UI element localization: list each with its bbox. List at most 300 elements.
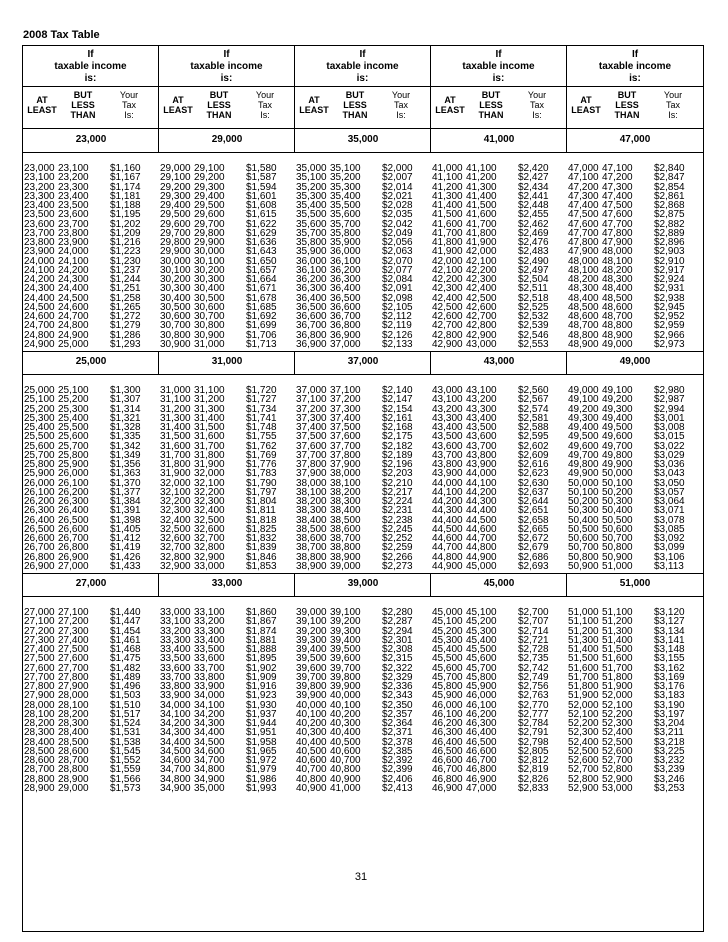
at-least-value: 26,600 — [24, 533, 55, 544]
tax-value: $2,511 — [518, 283, 548, 295]
tax-value: $2,049 — [382, 227, 413, 239]
less-than-value: 52,200 — [602, 708, 633, 720]
tax-value: $3,015 — [654, 431, 685, 443]
less-than-value: 27,700 — [58, 662, 89, 674]
tax-value: $1,832 — [246, 533, 277, 544]
at-least-value: 31,300 — [160, 412, 191, 424]
less-than-value: 30,300 — [194, 274, 225, 285]
less-than-value: 36,900 — [330, 329, 361, 341]
at-least-value: 26,000 — [24, 477, 55, 489]
less-than-value: 42,100 — [466, 255, 497, 267]
at-least-value: 43,400 — [432, 422, 463, 433]
at-least-value: 38,900 — [296, 560, 327, 572]
tax-value: $1,643 — [246, 246, 277, 258]
tax-value: $2,189 — [382, 449, 413, 461]
at-least-value: 26,500 — [24, 523, 55, 535]
at-least-value: 37,300 — [296, 412, 327, 424]
less-than-value: 44,400 — [466, 505, 497, 517]
at-least-value: 24,600 — [24, 311, 55, 322]
less-than-value: 44,600 — [466, 523, 497, 535]
section-divider — [23, 573, 703, 574]
section-label: 45,000 — [483, 578, 515, 589]
less-than-value: 32,400 — [194, 505, 225, 517]
at-least-value: 28,900 — [24, 782, 55, 794]
if-line: is: — [84, 73, 97, 84]
less-than-value: 36,800 — [330, 320, 361, 332]
less-than-value: 34,300 — [194, 718, 225, 729]
but-less-than-label — [63, 90, 103, 120]
less-than-value: 43,800 — [466, 449, 497, 461]
section-label: 33,000 — [211, 578, 243, 589]
less-than-value: 33,000 — [194, 560, 225, 572]
tax-value: $1,237 — [110, 264, 141, 276]
less-than-value: 37,600 — [330, 431, 361, 443]
at-least-value: 47,000 — [568, 163, 599, 174]
less-than-value: 49,200 — [602, 394, 633, 406]
tax-value: $1,384 — [110, 496, 141, 507]
tax-value: $2,133 — [382, 338, 413, 350]
at-least-value: 48,500 — [568, 301, 599, 313]
less-than-value: 31,900 — [194, 459, 225, 470]
less-than-value: 51,500 — [602, 644, 633, 655]
tax-value: $2,084 — [382, 274, 413, 285]
at-least-value: 32,800 — [160, 551, 191, 563]
at-least-value: 35,300 — [296, 190, 327, 202]
tax-value: $2,595 — [518, 431, 549, 443]
at-least-value: 45,800 — [432, 681, 463, 692]
tax-value: $1,342 — [110, 440, 141, 452]
at-least-value: 43,500 — [432, 431, 463, 443]
less-than-value: 52,900 — [602, 773, 633, 785]
tax-value: $1,790 — [246, 477, 277, 489]
less-than-value: 41,000 — [330, 782, 361, 794]
less-than-value: 42,500 — [466, 292, 497, 304]
tax-value: $2,063 — [382, 246, 413, 258]
tax-value: $1,496 — [110, 681, 141, 692]
your-tax-is-line: Is: — [532, 110, 542, 120]
less-than-value: 39,800 — [330, 671, 361, 683]
tax-value: $2,539 — [518, 320, 549, 332]
at-least-value: 46,800 — [432, 773, 463, 785]
at-least-value: 31,100 — [160, 394, 191, 406]
less-than-value: 42,600 — [466, 301, 497, 313]
at-least-value: 50,500 — [568, 523, 599, 535]
tax-value: $1,426 — [110, 551, 141, 563]
less-than-value: 23,400 — [58, 190, 89, 202]
less-than-value: 42,800 — [466, 320, 497, 332]
at-least-value: 41,000 — [432, 163, 463, 174]
your-tax-is-line: Tax — [529, 100, 544, 110]
less-than-value: 37,700 — [330, 440, 361, 452]
less-than-value: 28,500 — [58, 736, 89, 748]
tax-value: $3,141 — [654, 634, 685, 646]
tax-value: $1,482 — [110, 662, 141, 674]
at-least-value: 51,300 — [568, 634, 599, 646]
less-than-value: 42,900 — [466, 329, 497, 341]
less-than-value: 38,500 — [330, 514, 361, 526]
at-least-value: 33,400 — [160, 644, 191, 655]
tax-value: $1,769 — [246, 449, 277, 461]
at-least-value: 41,500 — [432, 209, 463, 221]
at-least-value: 43,600 — [432, 440, 463, 452]
less-than-value: 26,100 — [58, 477, 89, 489]
less-than-value: 23,100 — [58, 163, 89, 174]
tax-value: $1,685 — [246, 301, 277, 313]
section-label: 41,000 — [483, 134, 515, 145]
at-least-value: 52,600 — [568, 755, 599, 766]
less-than-value: 31,300 — [194, 403, 225, 415]
at-least-value: 45,200 — [432, 625, 463, 637]
tax-value: $3,246 — [654, 773, 685, 785]
at-least-value: 44,000 — [432, 477, 463, 489]
less-than-value: 37,800 — [330, 449, 361, 461]
tax-value: $1,909 — [246, 671, 277, 683]
tax-value: $2,784 — [518, 718, 549, 729]
tax-value: $1,888 — [246, 644, 277, 655]
if-line: taxable income — [326, 61, 399, 72]
less-than-value: 47,300 — [602, 181, 633, 193]
at-least-value: 51,200 — [568, 625, 599, 637]
less-than-value: 32,200 — [194, 486, 225, 498]
less-than-value: 52,100 — [602, 699, 633, 711]
tax-value: $2,217 — [382, 486, 413, 498]
at-least-value: 26,700 — [24, 542, 55, 554]
tax-value: $2,728 — [518, 644, 549, 655]
tax-value: $1,209 — [110, 227, 141, 239]
less-than-value: 47,100 — [602, 163, 633, 174]
less-than-value: 34,000 — [194, 690, 225, 702]
tax-value: $1,902 — [246, 662, 277, 674]
tax-value: $2,560 — [518, 385, 549, 396]
tax-value: $3,148 — [654, 644, 685, 655]
tax-value: $2,070 — [382, 255, 413, 267]
your-tax-is-line: Tax — [393, 100, 408, 110]
less-than-value: 35,200 — [330, 172, 361, 184]
at-least-label — [567, 95, 605, 115]
tax-value: $2,147 — [382, 394, 413, 406]
less-than-value: 23,300 — [58, 181, 89, 193]
at-least-value: 51,800 — [568, 681, 599, 692]
tax-value: $2,546 — [518, 329, 549, 341]
less-than-value: 28,300 — [58, 718, 89, 729]
less-than-value: 43,900 — [466, 459, 497, 470]
tax-value: $2,497 — [518, 264, 549, 276]
at-least-value: 51,700 — [568, 671, 599, 683]
tax-value: $2,581 — [518, 412, 549, 424]
less-than-value: 41,500 — [466, 200, 497, 211]
at-least-value: 29,200 — [160, 181, 191, 193]
less-than-value: 32,800 — [194, 542, 225, 554]
less-than-value: 23,800 — [58, 227, 89, 239]
at-least-value: 28,600 — [24, 755, 55, 766]
less-than-value: 34,800 — [194, 764, 225, 776]
less-than-value: 38,100 — [330, 477, 361, 489]
at-least-value: 46,300 — [432, 727, 463, 739]
at-least-value: 37,200 — [296, 403, 327, 415]
at-least-value: 47,500 — [568, 209, 599, 221]
at-least-value: 35,500 — [296, 209, 327, 221]
tax-value: $2,966 — [654, 329, 685, 341]
tax-value: $2,280 — [382, 607, 413, 618]
less-than-value: 29,700 — [194, 218, 225, 230]
section-label: 35,000 — [347, 134, 379, 145]
tax-value: $2,924 — [654, 274, 685, 285]
tax-value: $1,307 — [110, 394, 141, 406]
at-least-value: 42,500 — [432, 301, 463, 313]
header-rule — [567, 86, 703, 87]
at-least-value: 27,400 — [24, 644, 55, 655]
at-least-value: 31,000 — [160, 385, 191, 396]
tax-value: $2,973 — [654, 338, 685, 350]
less-than-value: 27,600 — [58, 653, 89, 665]
at-least-value: 50,000 — [568, 477, 599, 489]
at-least-value: 36,600 — [296, 311, 327, 322]
less-than-value: 45,600 — [466, 653, 497, 665]
tax-value: $2,336 — [382, 681, 413, 692]
less-than-value: 48,000 — [602, 246, 633, 258]
tax-value: $3,127 — [654, 616, 685, 628]
section-label: 37,000 — [347, 356, 379, 367]
less-than-value: 31,400 — [194, 412, 225, 424]
at-least-value: 28,000 — [24, 699, 55, 711]
tax-value: $2,868 — [654, 200, 685, 211]
at-least-value: 47,700 — [568, 227, 599, 239]
less-than-value: 27,100 — [58, 607, 89, 618]
tax-value: $1,454 — [110, 625, 141, 637]
tax-value: $2,959 — [654, 320, 685, 332]
your-tax-is-line: Your — [391, 90, 411, 100]
at-least-value: 40,000 — [296, 699, 327, 711]
at-least-value: 43,200 — [432, 403, 463, 415]
at-least-value: 40,800 — [296, 773, 327, 785]
tax-value: $2,791 — [518, 727, 549, 739]
section-label: 25,000 — [75, 356, 107, 367]
less-than-value: 49,800 — [602, 449, 633, 461]
but-less-than-line: THAN — [70, 110, 96, 120]
at-least-value: 37,900 — [296, 468, 327, 480]
at-least-value: 51,900 — [568, 690, 599, 702]
but-less-than-line: BUT — [209, 90, 229, 100]
less-than-value: 26,700 — [58, 533, 89, 544]
tax-value: $1,419 — [110, 542, 141, 554]
less-than-value: 31,700 — [194, 440, 225, 452]
tax-value: $2,308 — [382, 644, 413, 655]
tax-value: $3,204 — [654, 718, 685, 729]
tax-value: $2,007 — [382, 172, 413, 184]
at-least-value: 23,800 — [24, 237, 55, 248]
less-than-value: 38,900 — [330, 551, 361, 563]
less-than-value: 35,400 — [330, 190, 361, 202]
tax-value: $1,447 — [110, 616, 141, 628]
less-than-value: 29,300 — [194, 181, 225, 193]
at-least-value: 46,100 — [432, 708, 463, 720]
less-than-value: 40,100 — [330, 699, 361, 711]
tax-value: $1,853 — [246, 560, 277, 572]
at-least-value: 33,300 — [160, 634, 191, 646]
at-least-value: 36,700 — [296, 320, 327, 332]
at-least-value: 42,100 — [432, 264, 463, 276]
tax-value: $2,273 — [382, 560, 413, 572]
your-tax-is-line: Is: — [124, 110, 134, 120]
section-head-rule — [23, 374, 703, 375]
tax-value: $2,350 — [382, 699, 413, 711]
at-least-value: 40,900 — [296, 782, 327, 794]
at-least-value: 36,900 — [296, 338, 327, 350]
tax-value: $1,265 — [110, 301, 141, 313]
section-label: 23,000 — [75, 134, 107, 145]
less-than-value: 48,600 — [602, 301, 633, 313]
at-least-value: 24,500 — [24, 301, 55, 313]
tax-value: $2,259 — [382, 542, 413, 554]
table-row — [23, 340, 159, 350]
at-least-value: 31,700 — [160, 449, 191, 461]
tax-value: $1,510 — [110, 699, 141, 711]
less-than-value: 39,100 — [330, 607, 361, 618]
less-than-value: 44,900 — [466, 551, 497, 563]
less-than-value: 48,300 — [602, 274, 633, 285]
less-than-value: 32,700 — [194, 533, 225, 544]
tax-value: $1,524 — [110, 718, 141, 729]
at-least-value: 50,800 — [568, 551, 599, 563]
tax-value: $1,664 — [246, 274, 277, 285]
less-than-value: 44,500 — [466, 514, 497, 526]
less-than-value: 33,100 — [194, 607, 225, 618]
but-less-than-line: THAN — [206, 110, 232, 120]
at-least-value: 34,100 — [160, 708, 191, 720]
tax-value: $2,714 — [518, 625, 549, 637]
less-than-value: 46,800 — [466, 764, 497, 776]
less-than-value: 50,000 — [602, 468, 633, 480]
at-least-value: 25,300 — [24, 412, 55, 424]
table-row — [23, 784, 159, 794]
at-least-value: 38,800 — [296, 551, 327, 563]
less-than-value: 33,400 — [194, 634, 225, 646]
less-than-value: 25,200 — [58, 394, 89, 406]
tax-value: $2,476 — [518, 237, 549, 248]
tax-value: $3,120 — [654, 607, 685, 618]
tax-value: $2,840 — [654, 163, 685, 174]
tax-value: $1,580 — [246, 163, 277, 174]
tax-value: $2,623 — [518, 468, 549, 480]
tax-value: $2,175 — [382, 431, 413, 443]
table-row — [431, 784, 567, 794]
less-than-value: 26,000 — [58, 468, 89, 480]
tax-value: $2,455 — [518, 209, 549, 221]
section-divider — [23, 351, 703, 352]
but-less-than-line: LESS — [71, 100, 95, 110]
at-least-value: 46,600 — [432, 755, 463, 766]
less-than-value: 42,700 — [466, 311, 497, 322]
tax-value: $1,566 — [110, 773, 141, 785]
tax-value: $2,035 — [382, 209, 413, 221]
at-least-value: 51,100 — [568, 616, 599, 628]
at-least-value: 27,000 — [24, 607, 55, 618]
at-least-value: 46,000 — [432, 699, 463, 711]
at-least-value: 33,700 — [160, 671, 191, 683]
tax-value: $2,854 — [654, 181, 685, 193]
less-than-value: 43,000 — [466, 338, 497, 350]
tax-value: $2,210 — [382, 477, 413, 489]
less-than-value: 24,500 — [58, 292, 89, 304]
at-least-value: 38,300 — [296, 505, 327, 517]
tax-value: $1,398 — [110, 514, 141, 526]
but-less-than-label — [335, 90, 375, 120]
if-taxable-income-label — [567, 49, 703, 85]
at-least-value: 42,600 — [432, 311, 463, 322]
at-least-line: AT — [444, 95, 456, 105]
less-than-value: 27,400 — [58, 634, 89, 646]
at-least-value: 45,600 — [432, 662, 463, 674]
tax-value: $2,231 — [382, 505, 413, 517]
section-label: 49,000 — [619, 356, 651, 367]
at-least-value: 29,000 — [160, 163, 191, 174]
less-than-value: 49,400 — [602, 412, 633, 424]
at-least-value: 49,000 — [568, 385, 599, 396]
tax-value: $2,651 — [518, 505, 549, 517]
tax-value: $2,567 — [518, 394, 549, 406]
at-least-value: 37,100 — [296, 394, 327, 406]
your-tax-is-line: Is: — [260, 110, 270, 120]
less-than-value: 50,700 — [602, 533, 633, 544]
tax-value: $1,839 — [246, 542, 277, 554]
tax-value: $2,287 — [382, 616, 413, 628]
less-than-value: 28,800 — [58, 764, 89, 776]
at-least-value: 38,700 — [296, 542, 327, 554]
less-than-value: 28,600 — [58, 745, 89, 757]
tax-value: $2,371 — [382, 727, 413, 739]
tax-value: $1,503 — [110, 690, 141, 702]
tax-value: $1,167 — [110, 172, 141, 184]
less-than-value: 39,500 — [330, 644, 361, 655]
at-least-value: 44,700 — [432, 542, 463, 554]
less-than-value: 44,000 — [466, 468, 497, 480]
less-than-value: 27,000 — [58, 560, 89, 572]
at-least-value: 25,400 — [24, 422, 55, 433]
less-than-value: 51,900 — [602, 681, 633, 692]
less-than-value: 35,700 — [330, 218, 361, 230]
less-than-value: 36,200 — [330, 264, 361, 276]
less-than-value: 29,800 — [194, 227, 225, 239]
at-least-value: 31,800 — [160, 459, 191, 470]
less-than-value: 36,000 — [330, 246, 361, 258]
less-than-value: 42,000 — [466, 246, 497, 258]
tax-value: $3,211 — [654, 727, 684, 739]
at-least-value: 30,500 — [160, 301, 191, 313]
less-than-value: 51,000 — [602, 560, 633, 572]
tax-value: $1,405 — [110, 523, 141, 535]
tax-value: $3,050 — [654, 477, 685, 489]
less-than-value: 48,800 — [602, 320, 633, 332]
less-than-value: 32,100 — [194, 477, 225, 489]
tax-value: $3,043 — [654, 468, 685, 480]
at-least-value: 33,600 — [160, 662, 191, 674]
less-than-value: 35,000 — [194, 782, 225, 794]
less-than-value: 49,900 — [602, 459, 633, 470]
tax-value: $1,489 — [110, 671, 141, 683]
at-least-value: 28,700 — [24, 764, 55, 776]
tax-value: $2,630 — [518, 477, 549, 489]
less-than-value: 41,100 — [466, 163, 497, 174]
less-than-value: 27,300 — [58, 625, 89, 637]
at-least-value: 27,100 — [24, 616, 55, 628]
less-than-value: 44,800 — [466, 542, 497, 554]
at-least-value: 45,900 — [432, 690, 463, 702]
table-row — [567, 340, 703, 350]
tax-value: $1,412 — [110, 533, 141, 544]
less-than-value: 53,000 — [602, 782, 633, 794]
at-least-value: 24,400 — [24, 292, 55, 304]
at-least-value: 32,600 — [160, 533, 191, 544]
